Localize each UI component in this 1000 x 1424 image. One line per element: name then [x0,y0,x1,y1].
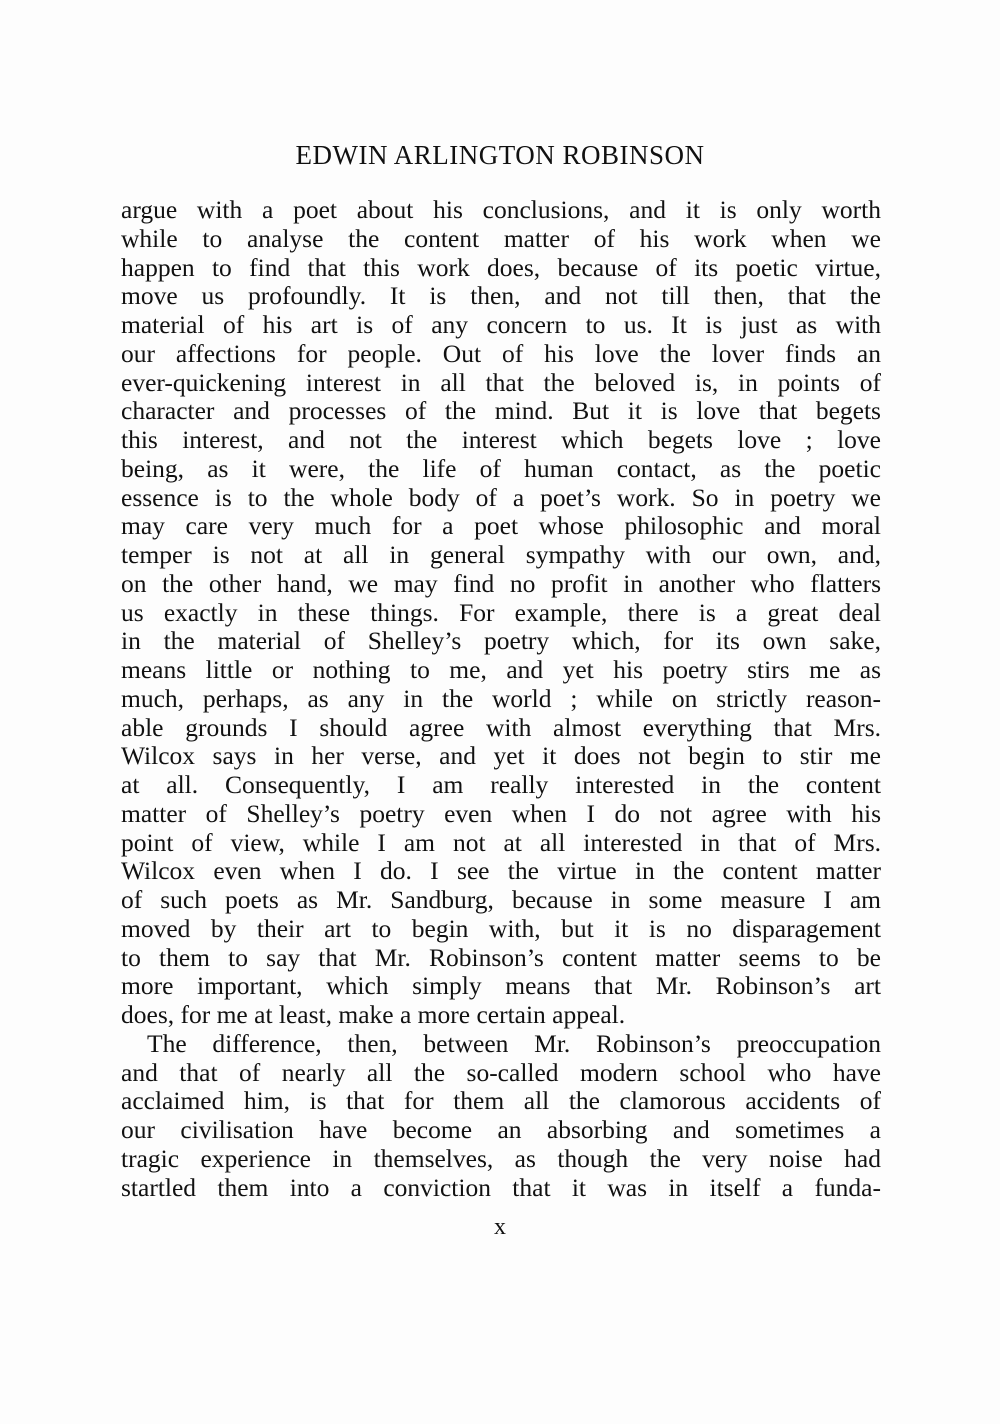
text-line: argue with a poet about his conclusions, and it is only worth [121,195,881,224]
paragraph-first-line: The difference, then, between Mr. Robinson’s preoccupation [147,1028,881,1058]
text-line: in the material of Shelley’s poetry which, for its own sake, [121,626,881,656]
text-line: character and processes of the mind. But it is love that begets [121,396,881,426]
paragraph-last-line: does, for me at least, make a more certain appeal. [121,1000,626,1029]
text-line: our civilisation have become an absorbing and sometimes a [121,1115,881,1144]
text-line: Wilcox even when I do. I see the virtue in the content matter [121,856,881,886]
text-line: moved by their art to begin with, but it is no disparagement [121,913,881,943]
text-line: to them to say that Mr. Robinson’s content matter seems to be [121,942,881,972]
text-line: at all. Consequently, I am really interested in the content [121,770,881,799]
text-line: us exactly in these things. For example, there is a great deal [121,597,881,627]
page-number: x [494,1214,506,1240]
text-line: means little or nothing to me, and yet his poetry stirs me as [121,655,881,684]
text-line: acclaimed him, is that for them all the clamorous accidents of [121,1086,881,1116]
text-line: able grounds I should agree with almost everything that Mrs. [121,712,881,742]
text-line: point of view, while I am not at all interested in that of Mrs. [121,827,881,857]
text-line: happen to find that this work does, because of its poetic virtue, [121,252,881,282]
text-line: on the other hand, we may find no profit in another who flatters [121,568,881,598]
text-line: matter of Shelley’s poetry even when I do not agree with his [121,798,881,828]
text-line: while to analyse the content matter of his work when we [121,223,881,253]
text-line: move us profoundly. It is then, and not till then, that the [121,281,881,311]
text-line: Wilcox says in her verse, and yet it does not begin to stir me [121,741,881,771]
text-line: more important, which simply means that Mr. Robinson’s art [121,971,881,1001]
text-line: material of his art is of any concern to us. It is just as with [121,310,881,339]
text-line: our affections for people. Out of his love the lover finds an [121,338,881,368]
text-line: may care very much for a poet whose philosophic and moral [121,511,881,541]
running-head: EDWIN ARLINGTON ROBINSON [295,140,705,170]
text-line: startled them into a conviction that it was in itself a funda- [121,1172,881,1202]
body-text [121,196,881,1202]
text-line: temper is not at all in general sympathy with our own, and, [121,540,881,569]
text-line: being, as it were, the life of human contact, as the poetic [121,453,881,483]
text-line: of such poets as Mr. Sandburg, because in some measure I am [121,885,881,914]
text-line: this interest, and not the interest which begets love ; love [121,425,881,454]
text-line: tragic experience in themselves, as though the very noise had [121,1143,881,1173]
text-line: ever-quickening interest in all that the beloved is, in points of [121,367,881,397]
text-line: essence is to the whole body of a poet’s work. So in poetry we [121,482,881,512]
text-line: and that of nearly all the so-called modern school who have [121,1057,881,1087]
text-line: much, perhaps, as any in the world ; while on strictly reason- [121,683,881,713]
